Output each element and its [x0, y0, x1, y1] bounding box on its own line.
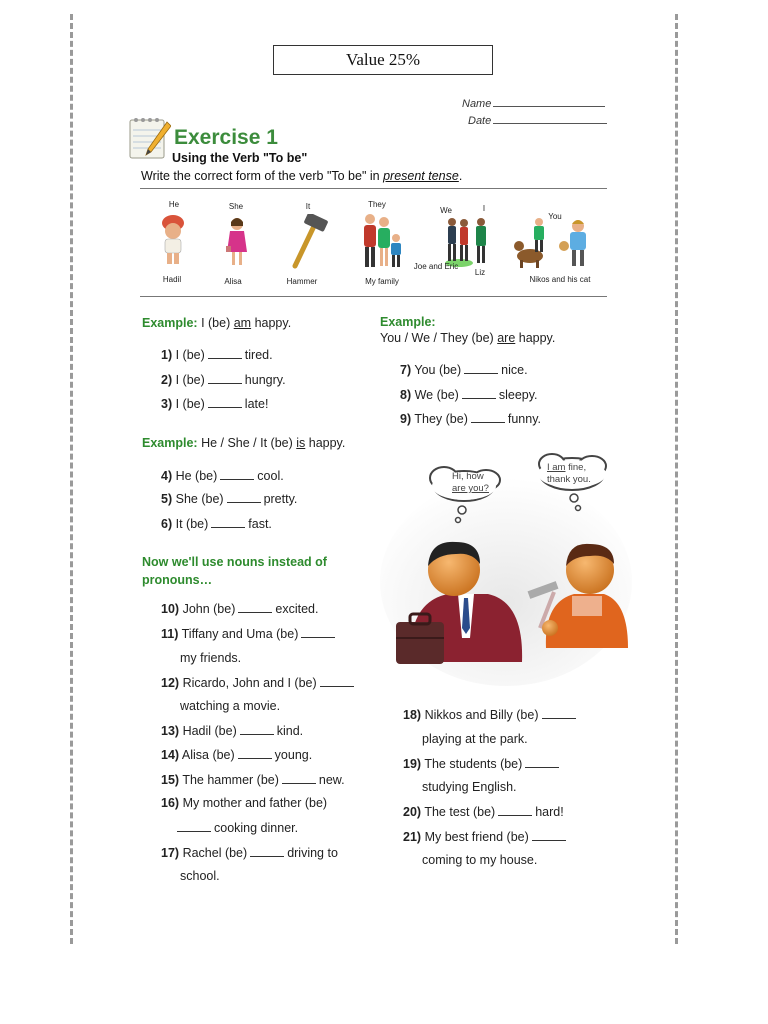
- question-11-blank[interactable]: [301, 626, 335, 638]
- pronoun-she: She: [228, 202, 244, 211]
- question-5-blank[interactable]: [227, 491, 261, 503]
- question-1: [161, 347, 273, 362]
- question-15-blank[interactable]: [282, 772, 316, 784]
- picture-label-alisa: Alisa: [224, 277, 242, 286]
- question-21-number: 21): [403, 830, 422, 844]
- example-1-label: Example:: [142, 316, 198, 330]
- example-3: [380, 314, 555, 346]
- question-16: [161, 796, 327, 810]
- question-6-blank[interactable]: [211, 516, 245, 528]
- question-20-text: The test (be): [424, 805, 496, 819]
- question-6-text: It (be): [175, 517, 209, 531]
- example-2-answer: is: [296, 436, 306, 450]
- question-11: [161, 626, 338, 641]
- example-1-before: I (be): [197, 316, 234, 330]
- question-20-number: 20): [403, 805, 422, 819]
- question-16-continued: [177, 820, 298, 835]
- question-3-text: I (be): [175, 397, 205, 411]
- question-18-text: Nikkos and Billy (be): [424, 708, 539, 722]
- example-3-before: You / We / They (be): [380, 331, 498, 345]
- example-2-after: happy.: [305, 436, 346, 450]
- question-13-blank[interactable]: [240, 723, 274, 735]
- example-3-label: Example:: [380, 315, 436, 329]
- question-21-continued: coming to my house.: [422, 853, 538, 867]
- question-2-end: hungry.: [244, 373, 286, 387]
- question-5: [161, 491, 297, 506]
- picture-strip-top-rule: [140, 188, 607, 189]
- question-3-number: 3): [161, 397, 173, 411]
- picture-label-my-family: My family: [365, 277, 399, 286]
- left-margin-dashes: [70, 14, 73, 944]
- question-18-blank[interactable]: [542, 707, 576, 719]
- question-19-text: The students (be): [424, 757, 523, 771]
- question-9-number: 9): [400, 412, 412, 426]
- question-4-text: He (be): [175, 469, 218, 483]
- question-19-blank[interactable]: [525, 756, 559, 768]
- question-16-blank[interactable]: [177, 820, 211, 832]
- example-2-label: Example:: [142, 436, 198, 450]
- pronoun-picture-strip: [140, 190, 607, 295]
- instruction-before: Write the correct form of the verb "To be" in: [141, 169, 384, 183]
- question-13-number: 13): [161, 724, 180, 738]
- question-17-number: 17): [161, 846, 180, 860]
- right-margin-dashes: [675, 14, 678, 944]
- name-field: [462, 96, 605, 110]
- name-label: Name: [462, 98, 492, 110]
- bubble-right-answer: I am: [547, 462, 566, 473]
- example-1: [142, 316, 291, 330]
- girl-icon: [224, 216, 250, 268]
- date-line: [493, 113, 607, 124]
- example-2: [142, 436, 345, 450]
- example-2-before: He / She / It (be): [197, 436, 297, 450]
- question-19-number: 19): [403, 757, 422, 771]
- question-18: [403, 707, 579, 722]
- question-13: [161, 723, 303, 738]
- question-19: [403, 756, 562, 771]
- date-label: Date: [468, 115, 492, 127]
- boy-turban-icon: [158, 214, 188, 266]
- question-12: [161, 675, 357, 690]
- question-5-number: 5): [161, 492, 173, 506]
- question-17-blank[interactable]: [250, 845, 284, 857]
- instruction-after: .: [458, 169, 463, 183]
- question-4-blank[interactable]: [220, 468, 254, 480]
- question-1-blank[interactable]: [208, 347, 242, 359]
- name-line: [493, 96, 605, 107]
- two-people-icon: [444, 216, 474, 268]
- conversation-illustration: [378, 442, 634, 688]
- question-2: [161, 372, 286, 387]
- question-6-number: 6): [161, 517, 173, 531]
- question-3-end: late!: [244, 397, 269, 411]
- question-9: [400, 411, 541, 426]
- pronoun-you: You: [548, 212, 562, 221]
- question-20: [403, 804, 564, 819]
- value-box: Value 25%: [273, 45, 493, 75]
- exercise-title: Exercise 1: [174, 126, 278, 149]
- question-10-end: excited.: [275, 602, 319, 616]
- question-1-number: 1): [161, 348, 173, 362]
- question-1-end: tired.: [244, 348, 273, 362]
- question-14-number: 14): [161, 748, 180, 762]
- example-1-after: happy.: [251, 316, 292, 330]
- bubble-right-line-1: fine,: [565, 462, 587, 473]
- question-10-text: John (be): [182, 602, 236, 616]
- question-18-continued: playing at the park.: [422, 732, 528, 746]
- family-icon: [360, 212, 404, 270]
- example-1-answer: am: [233, 316, 252, 330]
- nouns-heading-line-1: Now we'll use nouns instead of: [142, 555, 327, 569]
- question-2-number: 2): [161, 373, 173, 387]
- question-15-text: The hammer (be): [182, 773, 279, 787]
- question-14: [161, 747, 312, 762]
- pronoun-i: I: [482, 204, 486, 213]
- question-3: [161, 396, 268, 411]
- question-21-blank[interactable]: [532, 829, 566, 841]
- question-12-text: Ricardo, John and I (be): [182, 676, 317, 690]
- example-3-after: happy.: [515, 331, 556, 345]
- instruction-text: [141, 169, 462, 183]
- question-8: [400, 387, 538, 402]
- boy-cat-dog-icon: [514, 216, 596, 270]
- bubble-left-text: [452, 471, 489, 495]
- question-17-continued: school.: [180, 869, 220, 883]
- pronoun-we: We: [440, 206, 452, 215]
- question-15: [161, 772, 345, 787]
- question-7-text: You (be): [414, 363, 462, 377]
- question-21-text: My best friend (be): [424, 830, 529, 844]
- question-3-blank[interactable]: [208, 396, 242, 408]
- question-1-text: I (be): [175, 348, 205, 362]
- question-4: [161, 468, 284, 483]
- question-6: [161, 516, 272, 531]
- question-13-text: Hadil (be): [182, 724, 237, 738]
- question-15-end: new.: [318, 773, 345, 787]
- question-7: [400, 362, 528, 377]
- question-17-end: driving to: [287, 846, 338, 860]
- notepad-pencil-icon: [127, 114, 171, 160]
- question-17-text: Rachel (be): [182, 846, 248, 860]
- question-13-end: kind.: [276, 724, 304, 738]
- question-15-number: 15): [161, 773, 180, 787]
- question-2-text: I (be): [175, 373, 205, 387]
- bubble-left-line-2: are you?: [452, 483, 489, 494]
- instruction-emphasis: present tense: [383, 169, 459, 183]
- question-4-end: cool.: [257, 469, 284, 483]
- picture-label-joe-and-eric-text: Joe and Eric: [413, 262, 459, 271]
- question-9-blank[interactable]: [471, 411, 505, 423]
- woman-icon: [473, 216, 489, 266]
- pronoun-they: They: [368, 200, 386, 209]
- question-8-number: 8): [400, 388, 412, 402]
- question-4-number: 4): [161, 469, 173, 483]
- question-9-text: They (be): [414, 412, 468, 426]
- picture-label-nikos-and-his-cat: Nikos and his cat: [529, 275, 591, 284]
- question-21: [403, 829, 569, 844]
- question-11-continued: my friends.: [180, 651, 242, 665]
- question-10-number: 10): [161, 602, 180, 616]
- question-16-end: cooking dinner.: [214, 821, 299, 835]
- question-9-end: funny.: [507, 412, 541, 426]
- bubble-left-line-1: Hi, how: [452, 471, 484, 482]
- question-12-blank[interactable]: [320, 675, 354, 687]
- picture-label-liz: Liz: [474, 268, 486, 277]
- question-16-number: 16): [161, 796, 180, 810]
- bubble-right-line-2: thank you.: [547, 474, 591, 485]
- example-3-answer: are: [497, 331, 516, 345]
- picture-strip-bottom-rule: [140, 296, 607, 297]
- pronoun-it: It: [305, 202, 311, 211]
- question-5-end: pretty.: [263, 492, 298, 506]
- exercise-subtitle: Using the Verb "To be": [172, 151, 308, 165]
- question-19-continued: studying English.: [422, 780, 517, 794]
- question-7-end: nice.: [501, 363, 528, 377]
- pronoun-he: He: [168, 200, 180, 209]
- question-14-end: young.: [274, 748, 313, 762]
- picture-label-hadil: Hadil: [162, 275, 182, 284]
- question-8-blank[interactable]: [462, 387, 496, 399]
- question-8-text: We (be): [414, 388, 459, 402]
- question-7-number: 7): [400, 363, 412, 377]
- question-14-blank[interactable]: [238, 747, 272, 759]
- picture-label-hammer: Hammer: [286, 277, 318, 286]
- question-5-text: She (be): [175, 492, 224, 506]
- nouns-heading-line-2: pronouns…: [142, 573, 213, 587]
- question-11-text: Tiffany and Uma (be): [181, 627, 299, 641]
- nouns-heading: [142, 553, 327, 589]
- question-2-blank[interactable]: [208, 372, 242, 384]
- question-17: [161, 845, 338, 860]
- bubble-right-text: [547, 462, 591, 486]
- hammer-icon: [285, 214, 329, 270]
- date-field: [468, 113, 607, 127]
- question-16-text: My mother and father (be): [182, 796, 328, 810]
- question-20-blank[interactable]: [498, 804, 532, 816]
- question-12-number: 12): [161, 676, 180, 690]
- question-12-continued: watching a movie.: [180, 699, 281, 713]
- question-18-number: 18): [403, 708, 422, 722]
- question-14-text: Alisa (be): [181, 748, 235, 762]
- question-7-blank[interactable]: [464, 362, 498, 374]
- question-10-blank[interactable]: [238, 601, 272, 613]
- question-11-number: 11): [161, 627, 179, 641]
- question-10: [161, 601, 318, 616]
- question-20-end: hard!: [535, 805, 564, 819]
- question-6-end: fast.: [248, 517, 272, 531]
- question-8-end: sleepy.: [498, 388, 538, 402]
